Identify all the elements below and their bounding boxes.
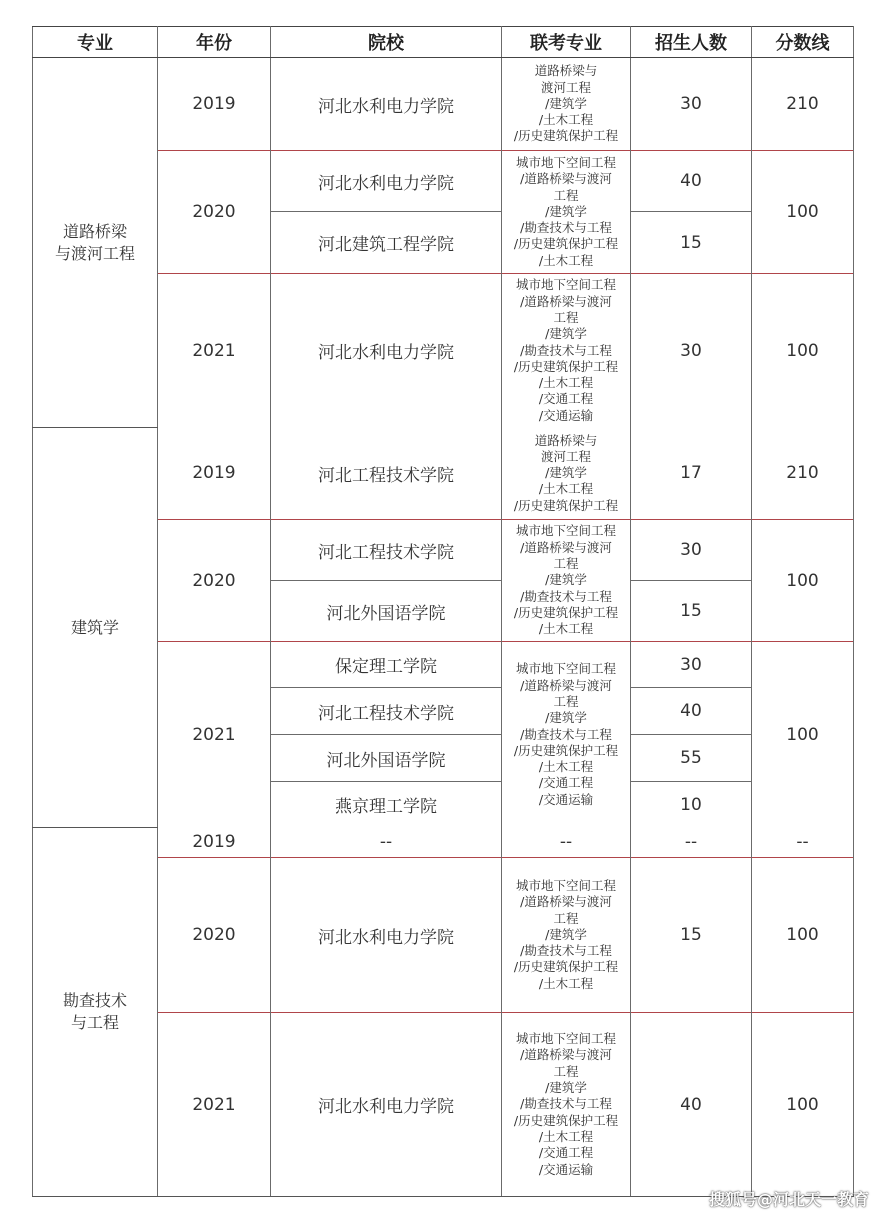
score-cell: 100 [752,274,854,428]
school-cell: 河北建筑工程学院 [271,212,502,274]
header-subject: 专业 [33,27,158,58]
school-cell: 河北水利电力学院 [271,274,502,428]
header-enrollment: 招生人数 [631,27,752,58]
count-cell: 10 [631,782,752,828]
school-cell: 河北工程技术学院 [271,520,502,581]
score-cell: 100 [752,642,854,828]
header-row [33,27,854,58]
majors-cell: 道路桥梁与 渡河工程 /建筑学 /土木工程 /历史建筑保护工程 [502,428,631,520]
count-cell: 30 [631,274,752,428]
year-cell: 2019 [158,828,271,858]
count-cell: 40 [631,151,752,212]
school-cell: -- [271,828,502,858]
count-cell: 30 [631,642,752,688]
year-cell: 2021 [158,1013,271,1197]
majors-cell: 城市地下空间工程 /道路桥梁与渡河 工程 /建筑学 /勘查技术与工程 /历史建筑保护工程 /土木工程 [502,858,631,1013]
score-cell: 100 [752,1013,854,1197]
school-cell: 河北工程技术学院 [271,688,502,735]
majors-cell: 城市地下空间工程 /道路桥梁与渡河 工程 /建筑学 /勘查技术与工程 /历史建筑保护工程 /土木工程 /交通工程 /交通运输 [502,274,631,428]
count-cell: -- [631,828,752,858]
header-exam-majors: 联考专业 [502,27,631,58]
table-row [33,828,854,858]
score-cell: 100 [752,151,854,274]
school-cell: 河北水利电力学院 [271,1013,502,1197]
count-cell: 17 [631,428,752,520]
count-cell: 15 [631,212,752,274]
score-cell: -- [752,828,854,858]
subject-cell: 建筑学 [33,428,158,828]
count-cell: 30 [631,520,752,581]
header-school: 院校 [271,27,502,58]
school-cell: 河北外国语学院 [271,581,502,642]
year-cell: 2021 [158,274,271,428]
majors-cell: 城市地下空间工程 /道路桥梁与渡河 工程 /建筑学 /勘查技术与工程 /历史建筑保护工程 /土木工程 /交通工程 /交通运输 [502,642,631,828]
year-cell: 2020 [158,520,271,642]
count-cell: 15 [631,858,752,1013]
school-cell: 河北水利电力学院 [271,58,502,151]
majors-cell: 城市地下空间工程 /道路桥梁与渡河 工程 /建筑学 /勘查技术与工程 /历史建筑保护工程 /土木工程 [502,151,631,274]
count-cell: 15 [631,581,752,642]
watermark: 搜狐号@河北天一教育 [708,1190,869,1209]
count-cell: 40 [631,1013,752,1197]
year-cell: 2020 [158,858,271,1013]
majors-cell: -- [502,828,631,858]
score-cell: 210 [752,428,854,520]
admissions-table [32,26,854,1197]
majors-cell: 城市地下空间工程 /道路桥梁与渡河 工程 /建筑学 /勘查技术与工程 /历史建筑保护工程 /土木工程 [502,520,631,642]
count-cell: 30 [631,58,752,151]
table-row [33,428,854,520]
school-cell: 河北水利电力学院 [271,151,502,212]
school-cell: 保定理工学院 [271,642,502,688]
count-cell: 55 [631,735,752,782]
subject-cell: 勘查技术 与工程 [33,828,158,1197]
majors-cell: 城市地下空间工程 /道路桥梁与渡河 工程 /建筑学 /勘查技术与工程 /历史建筑保护工程 /土木工程 /交通工程 /交通运输 [502,1013,631,1197]
school-cell: 燕京理工学院 [271,782,502,828]
school-cell: 河北外国语学院 [271,735,502,782]
majors-cell: 道路桥梁与 渡河工程 /建筑学 /土木工程 /历史建筑保护工程 [502,58,631,151]
year-cell: 2019 [158,428,271,520]
year-cell: 2019 [158,58,271,151]
year-cell: 2020 [158,151,271,274]
table-row [33,58,854,151]
header-score: 分数线 [752,27,854,58]
header-year: 年份 [158,27,271,58]
count-cell: 40 [631,688,752,735]
subject-cell: 道路桥梁 与渡河工程 [33,58,158,428]
score-cell: 210 [752,58,854,151]
score-cell: 100 [752,858,854,1013]
year-cell: 2021 [158,642,271,828]
school-cell: 河北工程技术学院 [271,428,502,520]
score-cell: 100 [752,520,854,642]
school-cell: 河北水利电力学院 [271,858,502,1013]
